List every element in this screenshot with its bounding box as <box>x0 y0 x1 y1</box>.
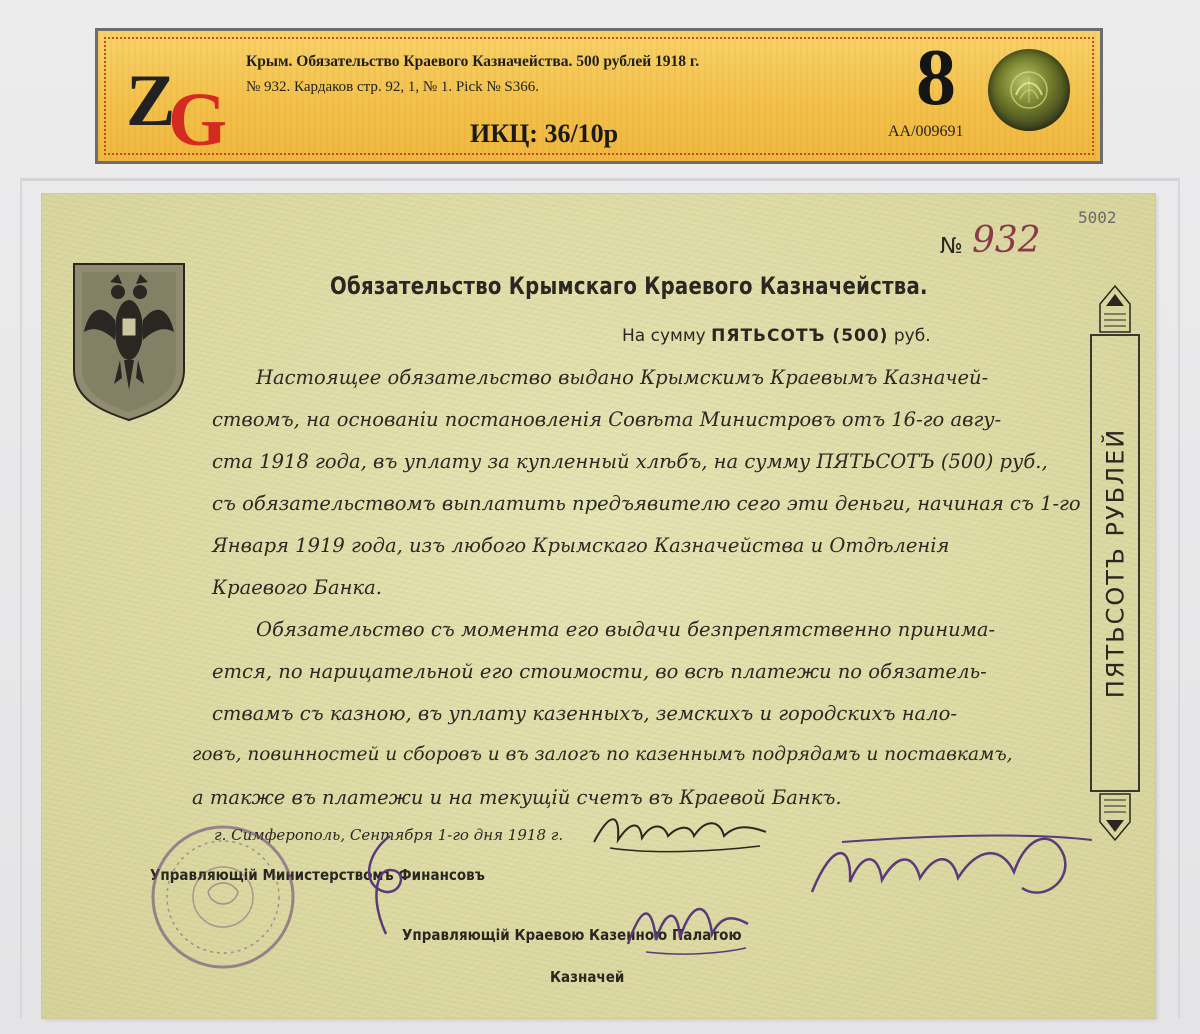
grading-label <box>95 28 1103 164</box>
body-line: ствомъ, на основаніи постановленія Совѣта Министровъ отъ 16-го авгу- <box>212 408 1002 431</box>
hologram-emblem-icon <box>1008 69 1050 111</box>
grade-number: 8 <box>916 34 956 122</box>
body-line: ется, по нарицательной его стоимости, во всѣ платежи по обязатель- <box>212 660 987 683</box>
side-text: ПЯТЬСОТЪ РУБЛЕЙ <box>1101 427 1129 699</box>
sum-amount: ПЯТЬСОТЪ (500) <box>711 326 889 346</box>
sign-chamber-label: Управляющій Краевою Казенною Палатою <box>402 926 742 944</box>
sum-prefix: На сумму <box>622 326 706 346</box>
sign-treasurer-label: Казначей <box>550 968 625 986</box>
coat-of-arms-icon <box>70 260 188 422</box>
logo-letter-g: G <box>168 78 228 162</box>
place-date: г. Симферополь, Сентября 1-го дня 1918 г. <box>214 826 564 844</box>
sum-line <box>622 326 931 346</box>
signature-flourish-icon <box>350 830 420 940</box>
slab-rail <box>20 178 1180 181</box>
body-line: Настоящее обязательство выдано Крымскимъ Краевымъ Казначей- <box>256 366 989 389</box>
ornament-icon <box>1094 284 1136 334</box>
body-line: Краевого Банка. <box>212 576 382 599</box>
slab-rail <box>20 178 22 1018</box>
slab-rail <box>1178 178 1180 1018</box>
sign-minister-label: Управляющій Министерствомъ Финансовъ <box>150 866 485 884</box>
round-stamp-icon <box>148 822 298 972</box>
signature-minister-icon <box>590 802 770 862</box>
banknote <box>42 194 1155 1018</box>
signature-treasurer-icon <box>622 894 752 964</box>
pencil-note: 5002 <box>1078 208 1117 227</box>
zg-logo <box>126 51 236 162</box>
label-title: Крым. Обязательство Краевого Казначейства. 500 рублей 1918 г. <box>246 53 700 70</box>
sum-suffix: руб. <box>893 326 931 346</box>
body-line: а также въ платежи и на текущій счетъ въ Краевой Банкъ. <box>192 786 842 809</box>
hologram-icon <box>988 49 1070 131</box>
body-line: ствамъ съ казною, въ уплату казенныхъ, земскихъ и городскихъ нало- <box>212 702 957 725</box>
logo-letter-z: Z <box>126 60 176 142</box>
body-line: ста 1918 года, въ уплату за купленный хлѣбъ, на сумму ПЯТЬСОТЪ (500) руб., <box>212 450 1048 473</box>
body-line: Обязательство съ момента его выдачи безпрепятственно принима- <box>256 618 996 641</box>
body-line: съ обязательствомъ выплатить предъявителю сего эти деньги, начиная съ 1-го <box>212 492 1081 515</box>
side-panel <box>1092 334 1138 792</box>
label-subtitle: № 932. Кардаков стр. 92, 1, № 1. Pick № S366. <box>246 79 540 95</box>
label-ikc: ИКЦ: 36/10р <box>470 119 619 148</box>
number-label: № <box>940 234 963 259</box>
label-serial: AA/009691 <box>888 123 964 140</box>
body-line: говъ, повинностей и сборовъ и въ залогъ по казеннымъ подрядамъ и поставкамъ, <box>192 744 1013 765</box>
note-title: Обязательство Крымскаго Краевого Казначейства. <box>330 272 928 300</box>
number-value: 932 <box>972 220 1041 261</box>
signature-chamber-icon <box>802 822 1102 922</box>
body-line: Января 1919 года, изъ любого Крымскаго Казначейства и Отдѣленія <box>212 534 950 557</box>
